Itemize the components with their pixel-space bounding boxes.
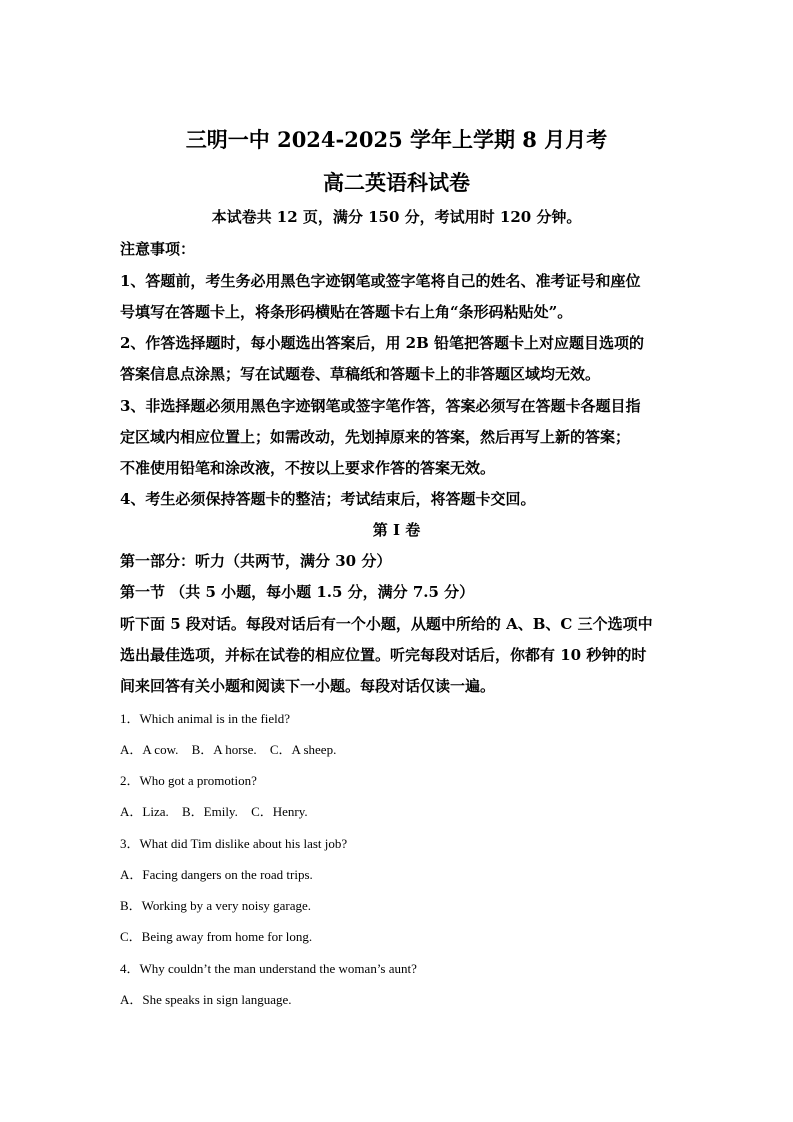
option-a: A．Facing dangers on the road trips. (120, 867, 313, 882)
option-a: A．Liza. (120, 804, 169, 819)
question-3-stem: 3．What did Tim dislike about his last job? (120, 836, 348, 851)
option-b: B．A horse. (191, 742, 257, 757)
instruction-line: 听下面 5 段对话。每段对话后有一个小题，从题中所给的 A、B、C 三个选项中 (120, 615, 653, 633)
note-line: 定区域内相应位置上；如需改动，先划掉原来的答案，然后再写上新的答案； (120, 428, 631, 446)
exam-title: 三明一中 2024-2025 学年上学期 8 月月考 (185, 127, 608, 152)
subsection-heading: 第一节 （共 5 小题，每小题 1.5 分，满分 7.5 分） (120, 583, 475, 601)
note-line: 答案信息点涂黑；写在试题卷、草稿纸和答题卡上的非答题区域均无效。 (120, 365, 601, 383)
volume-heading: 第 I 卷 (372, 521, 421, 539)
instruction-line: 间来回答有关小题和阅读下一小题。每段对话仅读一遍。 (120, 677, 496, 695)
instruction-line: 选出最佳选项，并标在试卷的相应位置。听完每段对话后，你都有 10 秒钟的时 (120, 646, 647, 664)
option-a: A．She speaks in sign language. (120, 992, 292, 1007)
note-line: 1、答题前，考生务必用黑色字迹钢笔或签字笔将自己的姓名、准考证号和座位 (120, 272, 641, 290)
part-heading: 第一部分：听力（共两节，满分 30 分） (120, 552, 392, 570)
note-line: 号填写在答题卡上，将条形码横贴在答题卡右上角“条形码粘贴处”。 (120, 303, 573, 321)
note-line: 2、作答选择题时，每小题选出答案后，用 2B 铅笔把答题卡上对应题目选项的 (120, 334, 644, 352)
notes-heading: 注意事项： (120, 240, 196, 258)
option-c: C．A sheep. (269, 742, 337, 757)
option-b: B．Working by a very noisy garage. (120, 898, 312, 913)
question-2-stem: 2．Who got a promotion? (120, 773, 257, 788)
note-line: 不准使用铅笔和涂改液，不按以上要求作答的答案无效。 (120, 459, 496, 477)
option-a: A．A cow. (120, 742, 179, 757)
question-1-stem: 1．Which animal is in the field? (120, 711, 291, 726)
note-line: 3、非选择题必须用黑色字迹钢笔或签字笔作答，答案必须写在答题卡各题目指 (120, 397, 641, 415)
exam-info: 本试卷共 12 页，满分 150 分，考试用时 120 分钟。 (211, 208, 582, 226)
note-line: 4、考生必须保持答题卡的整洁；考试结束后，将答题卡交回。 (120, 490, 536, 508)
question-1-options (120, 739, 346, 758)
exam-subtitle: 高二英语科试卷 (323, 170, 470, 195)
question-2-options (120, 801, 318, 820)
question-4-stem: 4．Why couldn’t the man understand the woman’s aunt? (120, 961, 417, 976)
option-b: B．Emily. (181, 804, 238, 819)
option-c: C．Being away from home for long. (120, 929, 313, 944)
option-c: C．Henry. (251, 804, 308, 819)
